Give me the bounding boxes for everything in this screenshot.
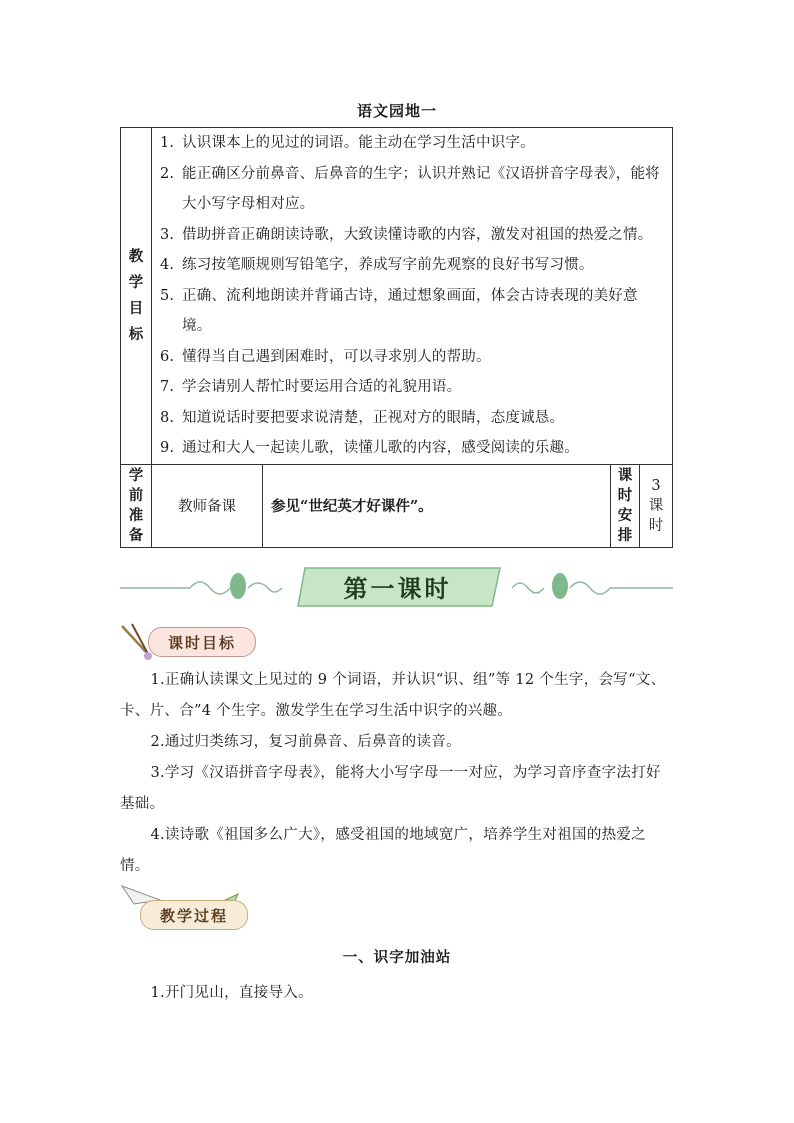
goals-cell xyxy=(152,128,673,465)
prep-reference: 参见“世纪英才好课件”。 xyxy=(263,464,611,547)
goal-item xyxy=(160,372,666,403)
goal-item xyxy=(160,128,666,159)
goal-text: 学会请别人帮忙时要运用合适的礼貌用语。 xyxy=(182,379,462,395)
goals-label: 教 学 目 标 xyxy=(128,247,144,343)
lesson-banner xyxy=(120,562,673,612)
goal-item xyxy=(160,433,666,464)
lesson-goal-item: 3.学习《汉语拼音字母表》，能将大小写字母一一对应，为学习音序查字法打好基础。 xyxy=(120,765,661,812)
goal-number: 4. xyxy=(160,257,175,273)
banner-title: 第一课时 xyxy=(343,573,452,603)
goal-text: 认识课本上的见过的词语。能主动在学习生活中识字。 xyxy=(182,135,535,151)
goal-item xyxy=(160,220,666,251)
schedule-value: 3 课 时 xyxy=(648,477,664,534)
teaching-process-badge: 教学过程 xyxy=(140,900,248,930)
page-title: 语文园地一 xyxy=(356,102,437,120)
first-step: 1.开门见山，直接导入。 xyxy=(150,985,313,1001)
goal-number: 6. xyxy=(160,348,175,365)
goal-item xyxy=(160,250,666,281)
goal-item xyxy=(160,281,666,342)
prep-row xyxy=(121,464,673,547)
leaf-icon xyxy=(230,573,246,599)
goals-label-cell xyxy=(121,128,152,465)
lesson-goal-item: 2.通过归类练习，复习前鼻音、后鼻音的读音。 xyxy=(150,734,461,750)
goal-number: 9. xyxy=(160,440,175,456)
goal-number: 3. xyxy=(160,226,175,243)
goal-text: 练习按笔顺规则写铅笔字，养成写字前先观察的良好书写习惯。 xyxy=(182,257,594,273)
prep-teacher: 教师备课 xyxy=(152,464,263,547)
schedule-label: 课 时 安 排 xyxy=(617,466,633,544)
section-title: 一、识字加油站 xyxy=(342,949,452,966)
goal-item xyxy=(160,403,666,434)
goal-number: 7. xyxy=(160,379,175,395)
leaf-icon xyxy=(552,573,568,599)
lesson-goal-badge: 课时目标 xyxy=(148,627,256,657)
lesson-goal-item: 1.正确认读课文上见过的 9 个词语，并认识“识、组”等 12 个生字，会写“文、卡、片、合”4 个生字。激发学生在学习生活中识字的兴趣。 xyxy=(120,672,666,719)
goals-row xyxy=(121,128,673,465)
lesson-goal-item: 4.读诗歌《祖国多么广大》，感受祖国的地域宽广，培养学生对祖国的热爱之情。 xyxy=(120,827,647,874)
goal-number: 8. xyxy=(160,409,175,426)
schedule-value-cell xyxy=(640,464,673,547)
goal-item xyxy=(160,342,666,373)
goal-text: 知道说话时要把要求说清楚，正视对方的眼睛，态度诚恳。 xyxy=(182,409,565,426)
goal-text: 借助拼音正确朗读诗歌，大致读懂诗歌的内容，激发对祖国的热爱之情。 xyxy=(182,226,653,243)
goal-text: 能正确区分前鼻音、后鼻音的生字；认识并熟记《汉语拼音字母表》，能将大小写字母相对应。 xyxy=(182,165,660,212)
goal-number: 5. xyxy=(160,287,175,304)
goal-number: 1. xyxy=(160,135,175,151)
goal-item xyxy=(160,159,666,220)
goal-text: 懂得当自己遇到困难时，可以寻求别人的帮助。 xyxy=(182,348,491,365)
goal-number: 2. xyxy=(160,165,175,182)
prep-label: 学 前 准 备 xyxy=(128,466,144,544)
goals-list xyxy=(160,128,666,464)
prep-label-cell xyxy=(121,464,152,547)
goal-text: 通过和大人一起读儿歌，读懂儿歌的内容，感受阅读的乐趣。 xyxy=(182,440,579,456)
goal-text: 正确、流利地朗读并背诵古诗，通过想象画面，体会古诗表现的美好意境。 xyxy=(182,287,638,334)
lesson-plan-table xyxy=(120,127,673,548)
schedule-label-cell xyxy=(611,464,640,547)
